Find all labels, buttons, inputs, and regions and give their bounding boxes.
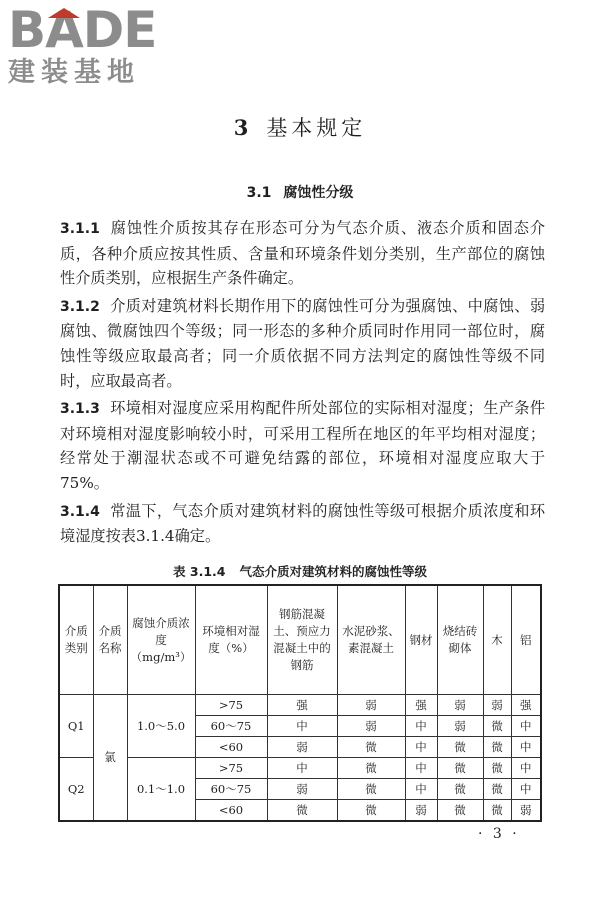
concentration-cell: 0.1～1.0 <box>127 758 195 822</box>
medium-name-cell: 氯 <box>93 695 127 822</box>
grade-cell: 微 <box>267 800 337 822</box>
grade-cell: 强 <box>267 695 337 716</box>
grade-cell: 微 <box>437 737 483 758</box>
header-medium-category: 介质类别 <box>59 585 93 695</box>
corrosion-grade-table <box>58 584 542 822</box>
table-row <box>59 758 541 779</box>
grade-cell: 弱 <box>511 800 541 822</box>
grade-cell: 中 <box>267 758 337 779</box>
humidity-cell: >75 <box>195 695 267 716</box>
grade-cell: 弱 <box>337 716 405 737</box>
grade-cell: 弱 <box>267 779 337 800</box>
table-caption <box>0 562 600 580</box>
category-cell: Q2 <box>59 758 93 822</box>
category-cell: Q1 <box>59 695 93 758</box>
header-wood: 木 <box>483 585 511 695</box>
grade-cell: 微 <box>437 758 483 779</box>
clause-text: 常温下，气态介质对建筑材料的腐蚀性等级可根据介质浓度和环境湿度按表3.1.4确定。 <box>60 501 545 546</box>
grade-cell: 弱 <box>437 716 483 737</box>
clause-number: 3.1.3 <box>60 401 100 418</box>
clause-3-1-1 <box>60 216 545 291</box>
header-concentration: 腐蚀介质浓度（mg/m³） <box>127 585 195 695</box>
grade-cell: 微 <box>483 800 511 822</box>
watermark-brand-text: BADE <box>8 1 157 59</box>
clause-text: 腐蚀性介质按其存在形态可分为气态介质、液态介质和固态介质，各种介质应按其性质、含量和环境条件划分类别，生产部位的腐蚀性介质类别，应根据生产条件确定。 <box>60 219 545 288</box>
grade-cell: 强 <box>405 695 437 716</box>
watermark-subtitle: 建装基地 <box>8 57 140 88</box>
grade-cell: 微 <box>337 758 405 779</box>
grade-cell: 微 <box>483 758 511 779</box>
grade-cell: 弱 <box>405 800 437 822</box>
watermark-brand <box>8 1 183 59</box>
humidity-cell: 60～75 <box>195 716 267 737</box>
grade-cell: 微 <box>483 716 511 737</box>
clause-text: 介质对建筑材料长期作用下的腐蚀性可分为强腐蚀、中腐蚀、弱腐蚀、微腐蚀四个等级；同一形态的多种介质同时作用同一部位时，腐蚀性等级应取最高者；同一介质依据不同方法判定的腐蚀性等级不同时，应取最高者。 <box>60 296 545 390</box>
clause-text: 环境相对湿度应采用构配件所处部位的实际相对湿度；生产条件对环境相对湿度影响较小时，可采用工程所在地区的年平均相对湿度；经常处于潮湿状态或不可避免结露的部位，环境相对湿度应取大于75%。 <box>60 399 545 492</box>
section-title-text: 腐蚀性分级 <box>283 185 354 201</box>
grade-cell: 微 <box>483 737 511 758</box>
header-steel: 钢材 <box>405 585 437 695</box>
humidity-cell: <60 <box>195 737 267 758</box>
concentration-cell: 1.0～5.0 <box>127 695 195 758</box>
section-title <box>0 182 600 202</box>
table-header-row <box>59 585 541 695</box>
grade-cell: 中 <box>511 779 541 800</box>
grade-cell: 中 <box>405 779 437 800</box>
page-number: · 3 · <box>478 826 520 842</box>
grade-cell: 中 <box>511 758 541 779</box>
grade-cell: 微 <box>337 779 405 800</box>
grade-cell: 微 <box>337 737 405 758</box>
header-mortar: 水泥砂浆、素混凝土 <box>337 585 405 695</box>
chapter-title <box>0 112 600 142</box>
table-title: 气态介质对建筑材料的腐蚀性等级 <box>239 564 427 579</box>
grade-cell: 弱 <box>483 695 511 716</box>
clause-number: 3.1.4 <box>60 503 100 520</box>
grade-cell: 微 <box>437 779 483 800</box>
clause-3-1-2 <box>60 294 545 393</box>
grade-cell: 微 <box>337 800 405 822</box>
header-humidity: 环境相对湿度（%） <box>195 585 267 695</box>
chapter-number: 3 <box>233 115 253 140</box>
section-number: 3.1 <box>246 185 272 201</box>
grade-cell: 强 <box>511 695 541 716</box>
grade-cell: 中 <box>267 716 337 737</box>
humidity-cell: >75 <box>195 758 267 779</box>
humidity-cell: <60 <box>195 800 267 822</box>
header-medium-name: 介质名称 <box>93 585 127 695</box>
header-rebar: 钢筋混凝土、预应力混凝土中的钢筋 <box>267 585 337 695</box>
grade-cell: 微 <box>437 800 483 822</box>
grade-cell: 中 <box>511 737 541 758</box>
logo-chevron-icon <box>48 8 80 18</box>
humidity-cell: 60～75 <box>195 779 267 800</box>
header-brick: 烧结砖砌体 <box>437 585 483 695</box>
grade-cell: 中 <box>405 758 437 779</box>
clause-3-1-3 <box>60 396 545 495</box>
chapter-title-text: 基本规定 <box>266 116 367 140</box>
header-aluminum: 铝 <box>511 585 541 695</box>
clause-number: 3.1.1 <box>60 221 100 237</box>
grade-cell: 中 <box>405 716 437 737</box>
grade-cell: 微 <box>483 779 511 800</box>
grade-cell: 中 <box>511 716 541 737</box>
table-number: 表 3.1.4 <box>173 564 226 579</box>
table-row <box>59 695 541 716</box>
grade-cell: 弱 <box>267 737 337 758</box>
clause-list <box>60 216 545 552</box>
grade-cell: 中 <box>405 737 437 758</box>
clause-number: 3.1.2 <box>60 298 100 315</box>
grade-cell: 弱 <box>437 695 483 716</box>
clause-3-1-4 <box>60 499 545 549</box>
watermark-logo <box>8 1 183 88</box>
grade-cell: 弱 <box>337 695 405 716</box>
